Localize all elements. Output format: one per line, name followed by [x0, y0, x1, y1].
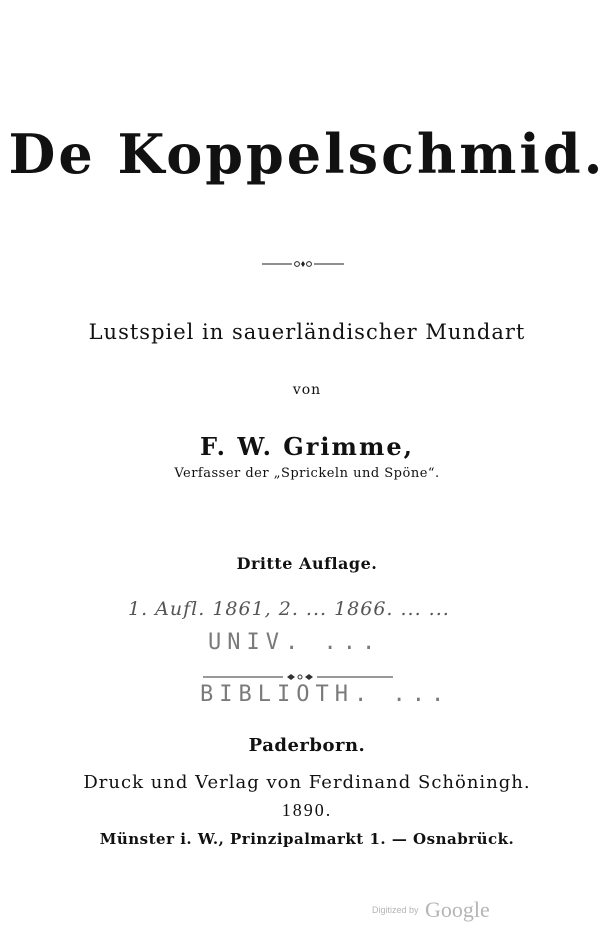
library-stamp-line-1: UNIV. ...	[208, 630, 382, 655]
author-note: Verfasser der „Sprickeln und Spöne“.	[174, 466, 440, 481]
watermark-prefix: Digitized by	[372, 905, 419, 915]
author-name: F. W. Grimme,	[200, 432, 414, 461]
google-logo-icon: Google	[424, 897, 490, 922]
handwritten-note: 1. Aufl. 1861, 2. ... 1866. ... ...	[128, 598, 450, 620]
publisher-line: Druck und Verlag von Ferdinand Schöningh.	[83, 772, 531, 793]
ornamental-rule-icon	[262, 258, 344, 270]
publisher-address: Münster i. W., Prinzipalmarkt 1. — Osnabrück.	[99, 830, 515, 848]
publication-year: 1890.	[281, 800, 333, 820]
publication-place: Paderborn.	[248, 735, 366, 756]
book-subtitle: Lustspiel in sauerländischer Mundart	[88, 320, 526, 344]
digitized-watermark	[372, 897, 490, 923]
library-stamp-line-2: BIBLIOTH. ...	[200, 682, 451, 707]
ornamental-rule-icon	[203, 672, 393, 682]
book-title: De Koppelschmid.	[8, 122, 606, 186]
by-label: von	[292, 382, 322, 398]
edition-label: Dritte Auflage.	[236, 554, 378, 573]
